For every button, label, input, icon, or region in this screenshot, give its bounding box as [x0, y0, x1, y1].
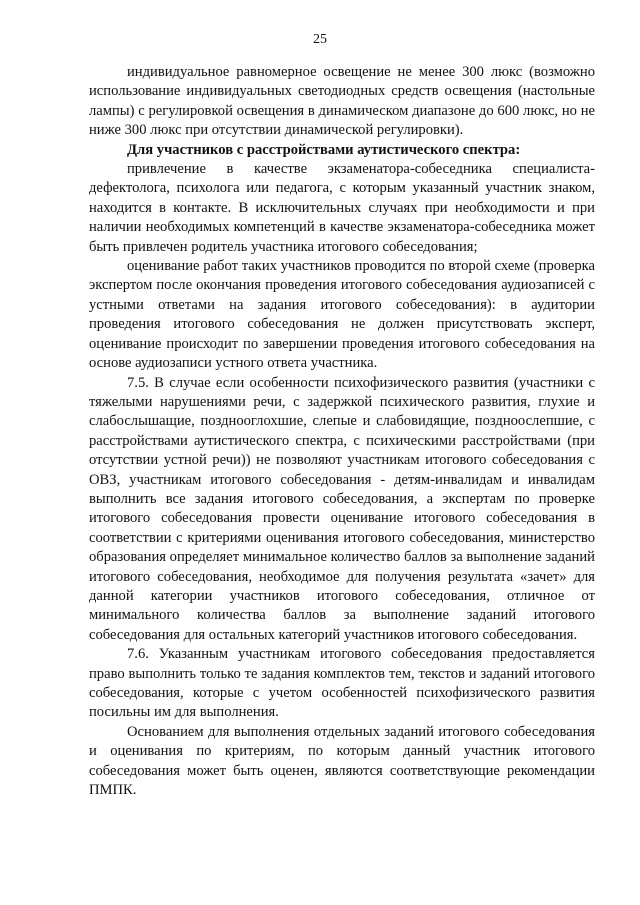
- paragraph-examiner-involvement: привлечение в качестве экзаменатора-собеседника специалиста-дефектолога, психолога или педагога, с которым указанный участник знаком, находится в контакте. В исключительных случаях при необходимости и при наличии необходимых компетенций в качестве экзаменатора-собеседника может быть привлечен родитель участника итогового собеседования;: [89, 161, 595, 255]
- paragraph-pmpk-basis: Основанием для выполнения отдельных заданий итогового собеседования и оценивания по критериям, по которым данный участник итогового собеседования может быть оценен, являются соответствующие рекомендации ПМПК.: [89, 723, 595, 799]
- paragraph-lighting-requirement: индивидуальное равномерное освещение не менее 300 люкс (возможно использование индивидуальных светодиодных средств освещения (настольные лампы) с регулировкой освещения в динамическом диапазоне до 600 люкс, но не ниже 300 люкс при отсутствии динамической регулировки).: [89, 64, 595, 139]
- page-number: 25: [313, 32, 327, 47]
- section-heading-autism-spectrum: Для участников с расстройствами аутистического спектра:: [127, 141, 521, 158]
- paragraph-clause-7-5: 7.5. В случае если особенности психофизического развития (участники с тяжелыми нарушениями речи, с задержкой психического развития, глухие и слабослышащие, позднооглохшие, слепые и слабовидящие, поздноослепшие, с расстройствами аутистического спектра, с психическими расстройствами (при отсутствии устной речи)) не позволяют участникам итогового собеседования с ОВЗ, участникам итогового собеседования - детям-инвалидам и инвалидам выполнить все задания итогового собеседования, а экспертам по проверке итогового собеседования провести оценивание итогового собеседования в соответствии с критериями оценивания итогового собеседования, министерство образования определяет минимальное количество баллов за выполнение заданий итогового собеседования, необходимое для получения результата «зачет» для данной категории участников итогового собеседования, отличное от минимального количества баллов за выполнение заданий итогового собеседования для остальных категорий участников итогового собеседования.: [89, 374, 595, 643]
- page-body: [89, 63, 595, 800]
- paragraph-evaluation-scheme: оценивание работ таких участников проводится по второй схеме (проверка экспертом после окончания проведения итогового собеседования аудиозаписей с устными ответами на задания итогового собеседования): в аудитории проведения итогового собеседования не должен присутствовать эксперт, оценивание происходит по завершении проведения итогового собеседования на основе аудиозаписи устного ответа участника.: [89, 258, 595, 372]
- paragraph-clause-7-6: 7.6. Указанным участникам итогового собеседования предоставляется право выполнить только те задания комплектов тем, текстов и заданий итогового собеседования, которые с учетом особенностей психофизического развития посильны им для выполнения.: [89, 646, 595, 721]
